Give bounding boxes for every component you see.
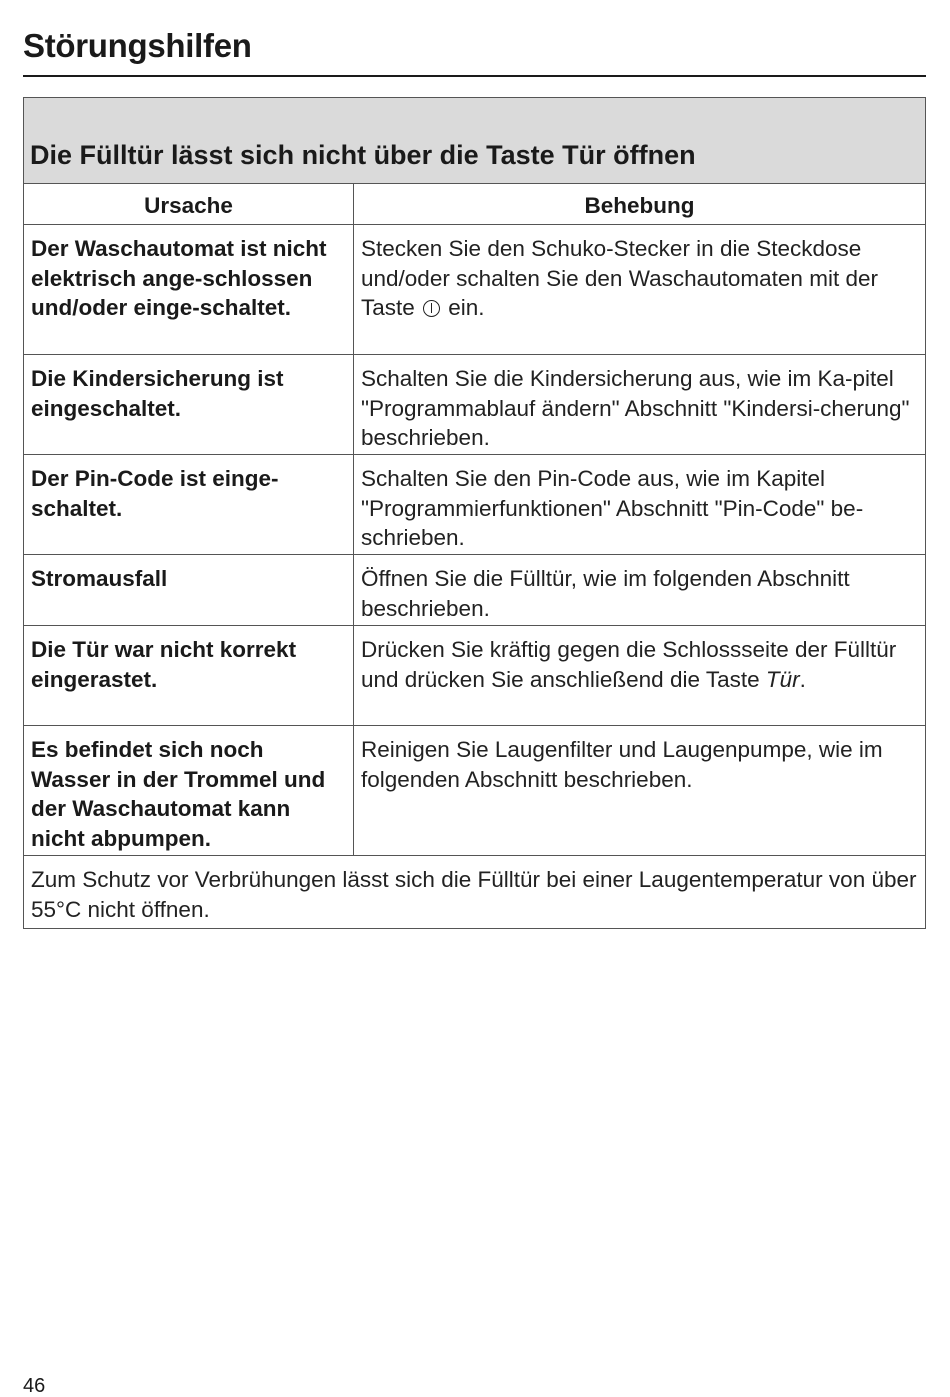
cause-cell: Es befindet sich noch Wasser in der Trommel und der Waschautomat kann nicht abpumpen. <box>24 726 354 856</box>
problem-heading: Die Fülltür lässt sich nicht über die Taste Tür öffnen <box>30 140 696 170</box>
table-row <box>24 726 926 856</box>
cause-cell: Der Waschautomat ist nicht elektrisch ange-schlossen und/oder einge-schaltet. <box>24 225 354 355</box>
cause-cell: Die Kindersicherung ist eingeschaltet. <box>24 355 354 455</box>
title-divider <box>23 75 926 77</box>
cause-cell: Die Tür war nicht korrekt eingerastet. <box>24 626 354 726</box>
remedy-text-end: ein. <box>442 295 485 320</box>
column-header-cause-label: Ursache <box>144 193 233 219</box>
remedy-cell: Schalten Sie den Pin-Code aus, wie im Kapitel "Programmierfunktionen" Abschnitt "Pin-Code" be-schrieben. <box>354 455 926 555</box>
column-header-remedy-label: Behebung <box>584 193 695 219</box>
page-number: 46 <box>23 1375 46 1397</box>
problem-heading-cell <box>24 98 926 184</box>
table-row <box>24 626 926 726</box>
remedy-cell: Schalten Sie die Kindersicherung aus, wie im Ka-pitel "Programmablauf ändern" Abschnitt "Kindersi-cherung" beschrieben. <box>354 355 926 455</box>
remedy-cell: Reinigen Sie Laugenfilter und Laugenpumpe, wie im folgenden Abschnitt beschrieben. <box>354 726 926 856</box>
page-title: Störungshilfen <box>23 27 252 64</box>
table-row <box>24 455 926 555</box>
cause-cell: Der Pin-Code ist einge-schaltet. <box>24 455 354 555</box>
cause-cell: Stromausfall <box>24 555 354 626</box>
note-row <box>24 856 926 929</box>
problem-heading-row <box>24 98 926 184</box>
power-icon <box>423 300 440 317</box>
table-row <box>24 225 926 355</box>
remedy-text: Drücken Sie kräftig gegen die Schlossseite der Fülltür und drücken Sie anschließend die Taste <box>361 637 897 692</box>
column-header-row <box>24 184 926 225</box>
remedy-cell: Öffnen Sie die Fülltür, wie im folgenden Abschnitt beschrieben. <box>354 555 926 626</box>
remedy-cell <box>354 626 926 726</box>
remedy-text: Stecken Sie den Schuko-Stecker in die Steckdose und/oder schalten Sie den Waschautomaten mit der Taste <box>361 236 878 320</box>
note-cell: Zum Schutz vor Verbrühungen lässt sich die Fülltür bei einer Laugentemperatur von über 55°C nicht öffnen. <box>24 856 926 929</box>
table-row <box>24 355 926 455</box>
table-row <box>24 555 926 626</box>
remedy-button-name: Tür <box>765 666 800 692</box>
remedy-text-end: . <box>799 666 806 692</box>
troubleshooting-table <box>23 97 926 929</box>
remedy-cell <box>354 225 926 355</box>
column-header-remedy <box>354 184 926 225</box>
column-header-cause <box>24 184 354 225</box>
